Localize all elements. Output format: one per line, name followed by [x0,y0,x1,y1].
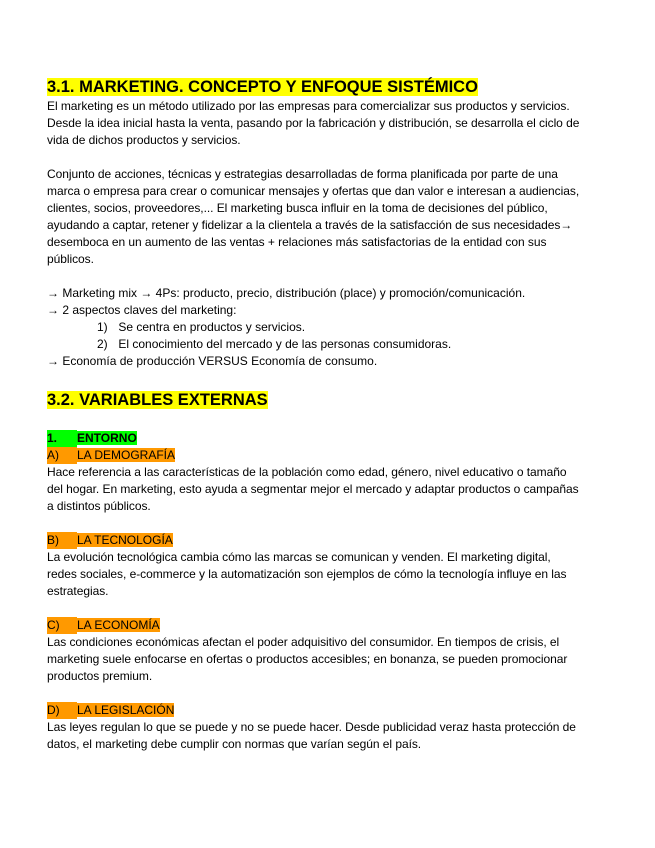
arrow-item-economy: → Economía de producción VERSUS Economía de consumo. [47,354,378,368]
text-line: estrategias. [47,584,109,598]
arrow-item-marketing-mix: → Marketing mix → 4Ps: producto, precio, distribución (place) y promoción/comunicación. [47,286,526,300]
text-line: marca o empresa para crear o comunicar mensajes y ofertas que dan valor e interesan a audiencias, [47,184,580,198]
text-line: productos premium. [47,669,153,683]
text-line: a distintos públicos. [47,499,151,513]
text-line: Conjunto de acciones, técnicas y estrategias desarrolladas de forma planificada por parte de una [47,167,558,181]
text-line: Las leyes regulan lo que se puede y no se puede hacer. Desde publicidad veraz hasta protección de [47,720,576,734]
text-line: Las condiciones económicas afectan el poder adquisitivo del consumidor. En tiempos de crisis, el [47,635,560,649]
subsection-title: B) LA TECNOLOGÍA [47,533,173,547]
section-heading-marketing: 3.1. MARKETING. CONCEPTO Y ENFOQUE SISTÉMICO [47,78,478,96]
text-line: ayudando a captar, retener y fidelizar a la clientela a través de la satisfacción de sus necesidades→ [47,218,573,232]
text-line: clientes, socios, proveedores,... El marketing busca influir en la toma de decisiones del público, [47,201,548,215]
text-line: públicos. [47,252,94,266]
numbered-item [97,319,632,336]
subsection-title: C) LA ECONOMÍA [47,618,160,632]
item-text: El conocimiento del mercado y de las personas consumidoras. [118,337,452,351]
numbered-item [97,336,632,353]
paragraph-intro [47,98,632,149]
text-line: marketing suele enfocarse en ofertas o productos accesibles; en bonanza, se pueden promocionar [47,652,568,666]
subsection-title: A) LA DEMOGRAFÍA [47,448,176,462]
text-line: La evolución tecnológica cambia cómo las marcas se comunican y venden. El marketing digital, [47,550,551,564]
paragraph-definition [47,166,632,268]
document-page [47,76,632,753]
item-number: 1) [97,320,108,334]
entorno-number: 1. [47,430,77,447]
subsection-title: D) LA LEGISLACIÓN [47,703,175,717]
entorno-label: ENTORNO [77,431,137,445]
section-heading-external-variables: 3.2. VARIABLES EXTERNAS [47,391,268,409]
text-line: desemboca en un aumento de las ventas + relaciones más satisfactorias de la entidad con sus [47,235,547,249]
subsection-economia [47,617,632,685]
arrow-list [47,285,632,370]
text-line: Desde la idea inicial hasta la venta, pasando por la fabricación y distribución, se desarrolla el ciclo de [47,116,580,130]
arrow-item-aspects: → 2 aspectos claves del marketing: [47,303,237,317]
text-line: redes sociales, e-commerce y la automatización son ejemplos de cómo la tecnología influye en las [47,567,567,581]
subsection-demografia [47,447,632,515]
subsection-legislacion [47,702,632,753]
text-line: del hogar. En marketing, esto ayuda a segmentar mejor el mercado y adaptar productos o campañas [47,482,579,496]
text-line: Hace referencia a las características de la población como edad, género, nivel educativo o tamaño [47,465,567,479]
text-line: vida de dichos productos y servicios. [47,133,241,147]
subheading-entorno [47,430,632,447]
text-line: El marketing es un método utilizado por las empresas para comercializar sus productos y servicios. [47,99,570,113]
text-line: datos, el marketing debe cumplir con normas que varían según el país. [47,737,422,751]
item-text: Se centra en productos y servicios. [118,320,306,334]
item-number: 2) [97,337,108,351]
subsection-tecnologia [47,532,632,600]
